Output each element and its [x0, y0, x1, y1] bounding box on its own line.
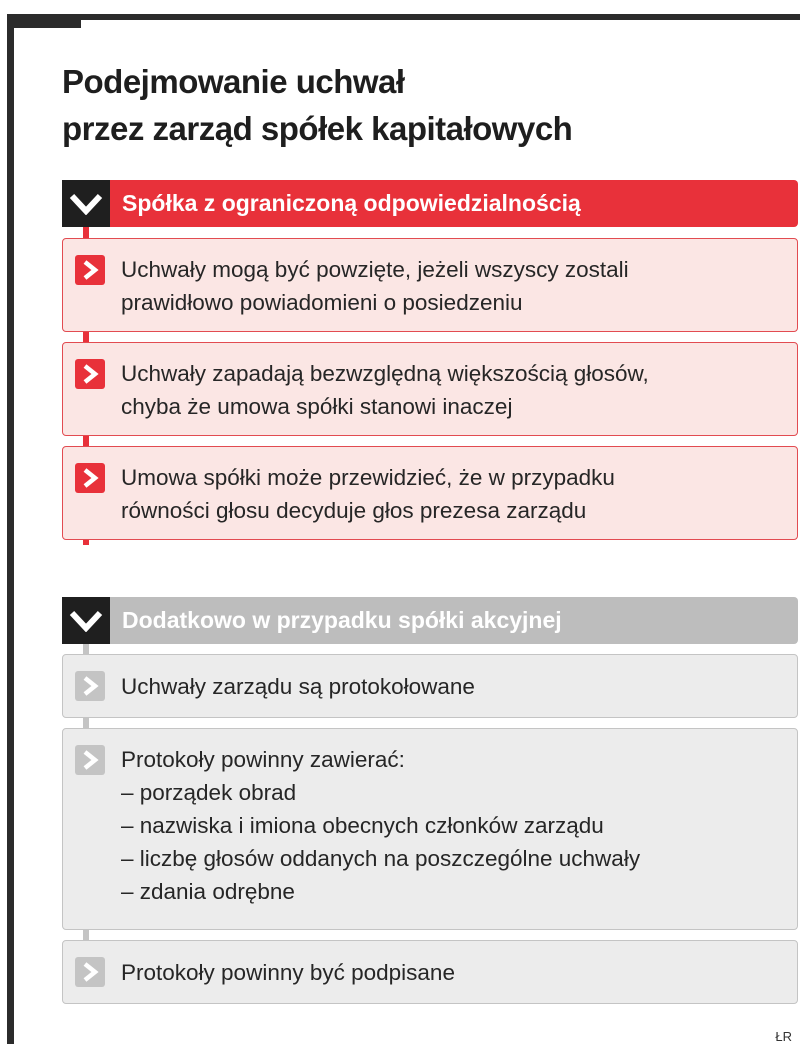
source-credit: ŁR	[775, 1029, 792, 1044]
chevron-right-icon	[75, 745, 105, 775]
chevron-right-icon	[75, 255, 105, 285]
chevron-right-icon	[75, 463, 105, 493]
section-header-label: Spółka z ograniczoną odpowiedzialnością	[110, 180, 798, 227]
sa-item-1	[62, 654, 798, 718]
bullet-item: – zdania odrębne	[121, 879, 295, 904]
item-text	[121, 461, 787, 527]
item-text-line: Umowa spółki może przewidzieć, że w przypadku	[121, 465, 615, 490]
section-header-label: Dodatkowo w przypadku spółki akcyjnej	[110, 597, 798, 644]
chevron-down-icon	[62, 597, 110, 644]
page-title	[62, 58, 572, 152]
spzoo-item-1	[62, 238, 798, 332]
frame-top-rule	[7, 14, 800, 20]
item-text	[121, 670, 787, 703]
bullet-item: – nazwiska i imiona obecnych członków zarządu	[121, 813, 604, 838]
spzoo-item-2	[62, 342, 798, 436]
item-text-line: Protokoły powinny być podpisane	[121, 960, 455, 985]
section-header-spzoo	[62, 180, 798, 227]
title-line-2: przez zarząd spółek kapitałowych	[62, 110, 573, 147]
item-text-line: równości głosu decyduje głos prezesa zarządu	[121, 498, 587, 523]
chevron-down-icon	[62, 180, 110, 227]
title-line-1: Podejmowanie uchwał	[62, 63, 405, 100]
item-text-line: Uchwały zapadają bezwzględną większością głosów,	[121, 361, 649, 386]
frame-corner-tab	[7, 14, 81, 28]
chevron-right-icon	[75, 957, 105, 987]
item-text	[121, 743, 787, 908]
item-text	[121, 956, 787, 989]
item-text-line: Uchwały mogą być powzięte, jeżeli wszyscy zostali	[121, 257, 629, 282]
bullet-item: – liczbę głosów oddanych na poszczególne uchwały	[121, 846, 641, 871]
item-text	[121, 357, 787, 423]
sa-item-3	[62, 940, 798, 1004]
section-header-sa	[62, 597, 798, 644]
item-text-line: Uchwały zarządu są protokołowane	[121, 674, 475, 699]
bullet-item: – porządek obrad	[121, 780, 297, 805]
spzoo-item-3	[62, 446, 798, 540]
item-text-line: prawidłowo powiadomieni o posiedzeniu	[121, 290, 523, 315]
frame-left-rule	[7, 14, 14, 1044]
item-text-line: chyba że umowa spółki stanowi inaczej	[121, 394, 513, 419]
item-text	[121, 253, 787, 319]
item-text-line: Protokoły powinny zawierać:	[121, 747, 405, 772]
chevron-right-icon	[75, 671, 105, 701]
chevron-right-icon	[75, 359, 105, 389]
sa-item-2	[62, 728, 798, 930]
